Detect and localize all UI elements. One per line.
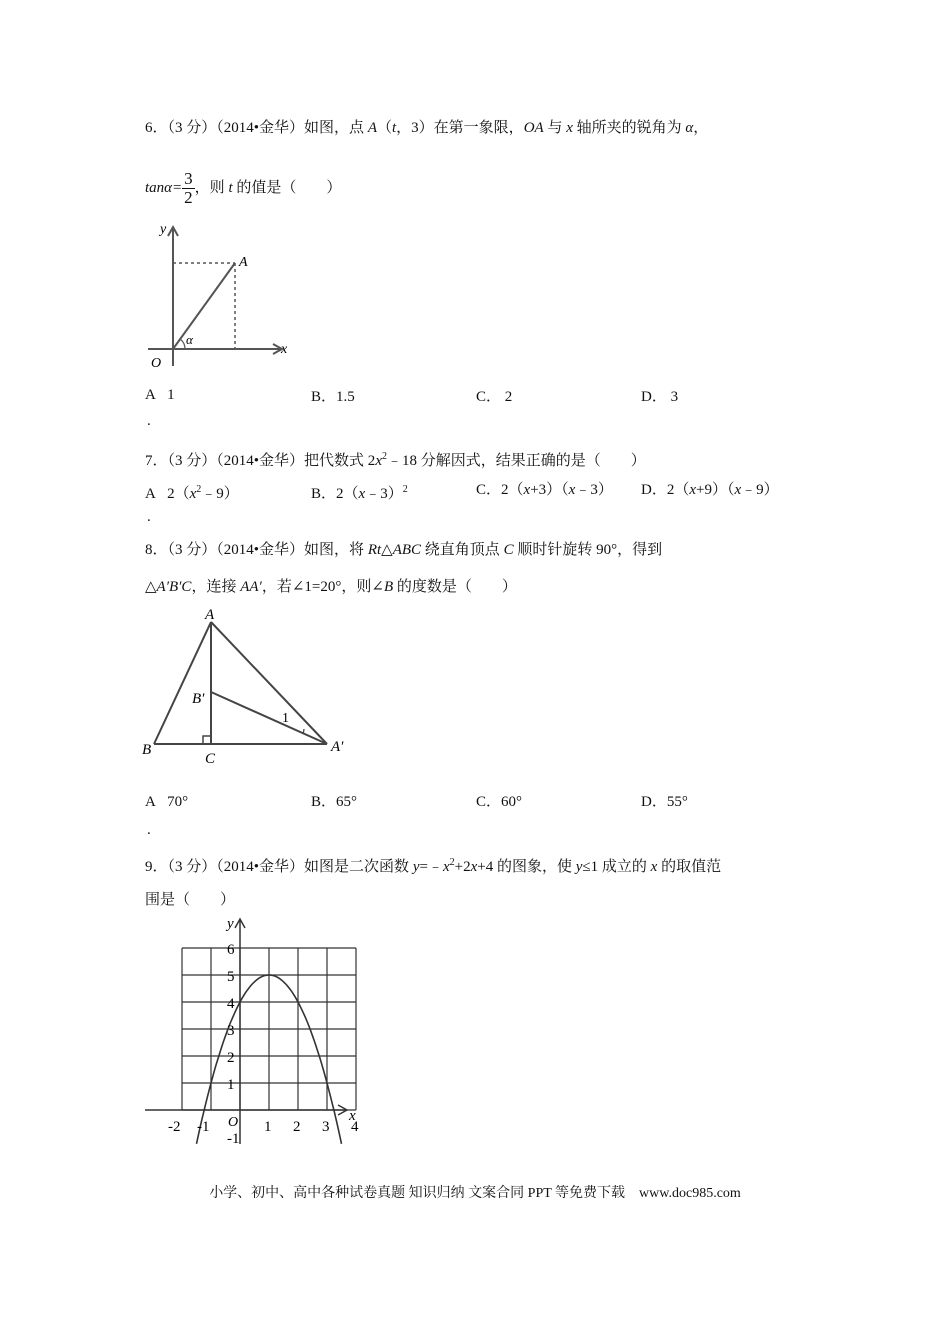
- option-text: 2（: [336, 486, 359, 502]
- x-axis-label: x: [349, 1108, 356, 1124]
- fraction-denominator: 2: [184, 188, 193, 208]
- q8-text: 顺时针旋转 90°，得到: [513, 542, 663, 558]
- q7-source: （2014•金华）: [216, 453, 305, 469]
- q7-option-b[interactable]: [311, 480, 408, 504]
- q7-text: ﹣18 分解因式，结果正确的是（ ）: [386, 453, 646, 469]
- q9-text: +4 的图象，使: [477, 859, 576, 875]
- q6-text: 轴所夹的锐角为: [572, 120, 686, 136]
- q9-var: x: [442, 859, 450, 875]
- x-tick-label: 2: [293, 1119, 301, 1135]
- y-axis-label: y: [227, 916, 234, 932]
- option-sup: 2: [402, 484, 408, 495]
- y-tick-label: 4: [227, 996, 235, 1012]
- option-text: ﹣9）: [201, 486, 239, 502]
- q8-option-c[interactable]: [476, 792, 522, 812]
- option-letter: B．: [311, 486, 337, 502]
- option-dot: .: [147, 822, 151, 838]
- option-letter: B．: [311, 389, 337, 405]
- q9-text: ≤1 成立的: [582, 859, 651, 875]
- q9-stem: [145, 853, 721, 877]
- option-value: 2: [504, 389, 513, 405]
- q6-var: OA: [523, 120, 544, 136]
- q6-text: ，: [693, 120, 709, 136]
- q6-option-c[interactable]: [476, 387, 512, 407]
- x-tick-label: 4: [351, 1119, 359, 1135]
- q8-var: Rt: [367, 542, 382, 558]
- option-letter: D．: [641, 794, 667, 810]
- q6-var: A: [367, 120, 377, 136]
- q8-var: ABC: [392, 542, 422, 558]
- y-tick-label: 3: [227, 1023, 235, 1039]
- side-AA1: [211, 622, 327, 744]
- option-dot: .: [147, 509, 151, 525]
- q6-figure: [140, 218, 300, 373]
- segment-B1A1: [211, 692, 327, 744]
- q9-var: y: [575, 859, 583, 875]
- option-text: 2（: [501, 482, 524, 498]
- option-var: x: [568, 482, 576, 498]
- q8-var: C: [503, 542, 514, 558]
- x-tick-label: 3: [322, 1119, 330, 1135]
- q9-points: （3 分）: [167, 859, 217, 875]
- q6-stem: [145, 118, 708, 138]
- q7-option-d[interactable]: [641, 480, 779, 500]
- x-axis-label: x: [281, 342, 288, 357]
- alpha-label: α: [186, 332, 193, 347]
- angle-1-arc: [303, 729, 304, 734]
- option-var: x: [523, 482, 531, 498]
- q7-text: 把代数式 2: [304, 453, 376, 469]
- y-tick-label: 2: [227, 1050, 235, 1066]
- y-axis-label: y: [160, 222, 167, 237]
- q6-stem-line2: [145, 166, 341, 210]
- q9-var: x: [470, 859, 478, 875]
- q6-var: t: [228, 180, 233, 196]
- q8-points: （3 分）: [167, 542, 217, 558]
- q7-option-a[interactable]: [145, 480, 239, 504]
- point-B-prime-label: B′: [192, 691, 205, 707]
- option-letter: D．: [641, 482, 667, 498]
- q7-points: （3 分）: [167, 453, 217, 469]
- q7-var: x: [375, 453, 382, 469]
- q9-text: 的取值范: [657, 859, 722, 875]
- y-tick-label: -1: [227, 1131, 240, 1147]
- option-var: x: [734, 482, 742, 498]
- q9-sup: 2: [449, 857, 455, 868]
- option-text: 2（: [167, 486, 190, 502]
- q8-text: △: [381, 542, 393, 558]
- q6-var: x: [566, 120, 573, 136]
- option-value: 1.5: [336, 389, 355, 405]
- q9-text: 如图是二次函数: [304, 859, 413, 875]
- q8-stem-line2: [145, 577, 517, 597]
- y-tick-label: 6: [227, 942, 235, 958]
- q9-text: 围是（ ）: [145, 892, 236, 908]
- q8-text: 如图，将: [304, 542, 368, 558]
- q8-text: ，若∠1=20°，则∠: [261, 579, 384, 595]
- q7-sup: 2: [381, 451, 387, 462]
- option-var: x: [689, 482, 697, 498]
- q6-points: （3 分）: [167, 120, 217, 136]
- q9-number: 9．: [145, 859, 168, 875]
- option-value: 60°: [501, 794, 523, 810]
- option-letter: D．: [641, 389, 667, 405]
- x-tick-label: -2: [168, 1119, 181, 1135]
- option-letter: A: [145, 794, 156, 810]
- q8-var: A′B′C: [156, 579, 192, 595]
- origin-label: O: [151, 356, 162, 371]
- option-value: 65°: [336, 794, 358, 810]
- q6-var: t: [392, 120, 397, 136]
- segment-OA: [173, 263, 235, 349]
- option-text: 2（: [666, 482, 690, 498]
- q6-text: ，则: [194, 180, 229, 196]
- q6-option-d[interactable]: [641, 387, 678, 407]
- q6-text: （: [376, 120, 392, 136]
- q8-var: B: [383, 579, 394, 595]
- option-letter: C．: [476, 482, 502, 498]
- q6-source: （2014•金华）: [216, 120, 305, 136]
- q7-number: 7．: [145, 453, 168, 469]
- q9-source: （2014•金华）: [216, 859, 305, 875]
- q6-text: 的值是（ ）: [232, 180, 342, 196]
- q8-option-b[interactable]: [311, 792, 357, 812]
- fraction-numerator: 3: [184, 169, 193, 189]
- q6-fraction: [182, 170, 195, 207]
- option-letter: A: [145, 387, 156, 403]
- q8-stem: [145, 540, 662, 560]
- option-text: ﹣3）: [365, 486, 403, 502]
- q9-stem-line2: [145, 890, 235, 910]
- q6-option-a[interactable]: [145, 385, 175, 405]
- q9-text: +2: [454, 859, 471, 875]
- q8-text: 的度数是（ ）: [393, 579, 517, 595]
- option-value: 1: [167, 387, 175, 403]
- q7-option-c[interactable]: [476, 480, 613, 500]
- origin-label: O: [228, 1115, 239, 1130]
- point-A-label: A: [239, 255, 248, 270]
- option-value: 55°: [666, 794, 688, 810]
- point-B-label: B: [142, 742, 152, 758]
- right-angle-mark: [203, 736, 211, 744]
- option-value: 3: [670, 389, 679, 405]
- q6-text: 与: [543, 120, 567, 136]
- option-text: +9）（: [696, 482, 735, 498]
- option-letter: A: [145, 486, 156, 502]
- option-var: x: [189, 486, 197, 502]
- q6-var: α: [685, 120, 694, 136]
- q8-figure: [140, 602, 360, 772]
- q7-stem: [145, 447, 646, 471]
- q9-var: x: [650, 859, 658, 875]
- q8-number: 8．: [145, 542, 168, 558]
- q8-text: ，连接: [191, 579, 241, 595]
- q6-text: 如图，点: [304, 120, 368, 136]
- side-AB: [154, 622, 211, 744]
- option-text: ﹣9）: [741, 482, 779, 498]
- option-letter: C．: [476, 389, 502, 405]
- q9-figure: [140, 912, 365, 1152]
- q8-option-a[interactable]: [145, 792, 188, 812]
- x-tick-label: -1: [197, 1119, 210, 1135]
- option-sup: 2: [196, 484, 202, 495]
- page-footer: 小学、初中、高中各种试卷真题 知识归纳 文案合同 PPT 等免费下载 www.doc985.com: [209, 1186, 741, 1201]
- q9-var: y: [412, 859, 420, 875]
- q8-option-d[interactable]: [641, 792, 688, 812]
- point-A-prime-label: A′: [331, 739, 344, 755]
- point-C-label: C: [205, 751, 216, 767]
- option-letter: B．: [311, 794, 337, 810]
- option-value: 70°: [167, 794, 189, 810]
- angle-1-label: 1: [282, 711, 289, 726]
- q6-text: ，3）在第一象限，: [396, 120, 524, 136]
- q6-number: 6．: [145, 120, 168, 136]
- y-tick-label: 5: [227, 969, 235, 985]
- q8-text: △: [145, 579, 157, 595]
- point-A-label: A: [205, 607, 215, 623]
- q8-text: 绕直角顶点: [421, 542, 504, 558]
- option-text: ﹣3）: [575, 482, 613, 498]
- angle-arc: [180, 339, 185, 349]
- q8-var: AA′: [240, 579, 262, 595]
- q8-source: （2014•金华）: [216, 542, 305, 558]
- option-var: x: [358, 486, 366, 502]
- option-text: +3）（: [530, 482, 569, 498]
- option-dot: .: [147, 413, 151, 429]
- q6-option-b[interactable]: [311, 387, 355, 407]
- q9-text: =﹣: [419, 859, 443, 875]
- x-tick-label: 1: [264, 1119, 272, 1135]
- option-letter: C．: [476, 794, 502, 810]
- y-tick-label: 1: [227, 1077, 235, 1093]
- q6-tan: tanα=: [145, 180, 183, 196]
